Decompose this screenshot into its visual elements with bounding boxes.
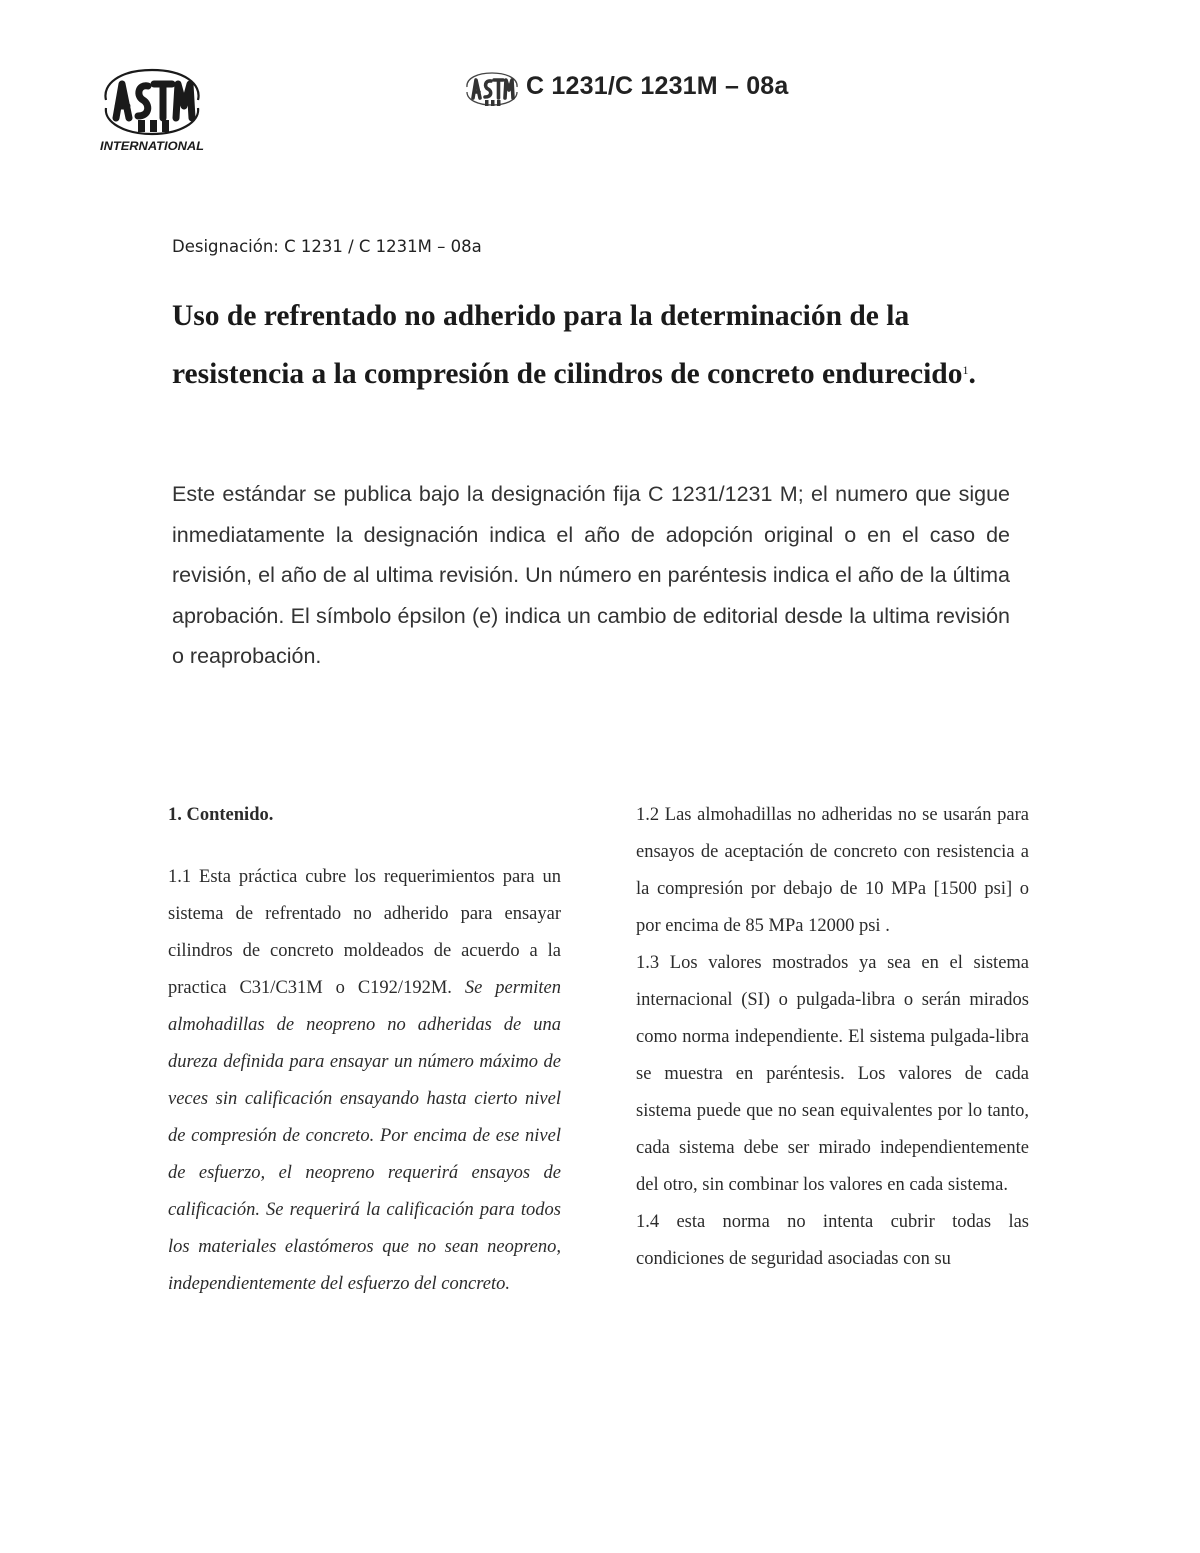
- astm-international-logo: [98, 62, 206, 154]
- intro-paragraph: Este estándar se publica bajo la designación fija C 1231/1231 M; el numero que sigue inmediatamente la designación indica el año de adopción original o en el caso de revisión, el año de al ultima revisión. Un número en paréntesis indica el año de la última aprobación. El símbolo épsilon (e) indica un cambio de editorial desde la ultima revisión o reaprobación.: [172, 482, 1010, 668]
- title-footnote-mark: 1: [962, 362, 969, 377]
- paragraph-1-1-text: 1.1 Esta práctica cubre los requerimientos para un sistema de refrentado no adherido para ensayar cilindros de concreto moldeados de acuerdo a la practica C31/C31M o C192/192M.: [168, 867, 561, 998]
- designation-line: Designación: C 1231 / C 1231M – 08a: [172, 237, 482, 256]
- astm-small-logo: [464, 70, 520, 110]
- right-column: [636, 797, 1029, 1278]
- standard-code: C 1231/C 1231M – 08a: [526, 72, 789, 100]
- title-text: Uso de refrentado no adherido para la determinación de la resistencia a la compresión de cilindros de concreto endurecido: [172, 300, 963, 390]
- title-end-punct: .: [968, 357, 976, 390]
- paragraph-1-4: 1.4 esta norma no intenta cubrir todas las condiciones de seguridad asociadas con su: [636, 1212, 1029, 1269]
- svg-text:INTERNATIONAL: INTERNATIONAL: [100, 141, 204, 153]
- paragraph-1-3: 1.3 Los valores mostrados ya sea en el sistema internacional (SI) o pulgada-libra o serán mirados como norma independiente. El sistema pulgada-libra se muestra en paréntesis. Los valores de cada sistema puede que no sean equivalentes por lo tanto, cada sistema debe ser mirado independientemente del otro, sin combinar los valores en cada sistema.: [636, 953, 1029, 1195]
- section-heading: 1. Contenido.: [168, 805, 274, 825]
- paragraph-1-1-italic: Se permiten almohadillas de neopreno no adheridas de una dureza definida para ensayar un número máximo de veces sin calificación ensayando hasta cierto nivel de compresión de concreto. Por encima de ese nivel de esfuerzo, el neopreno requerirá ensayos de calificación. Se requerirá la calificación para todos los materiales elastómeros que no sean neopreno, independientemente del esfuerzo del concreto.: [168, 978, 561, 1294]
- left-column: [168, 797, 561, 1303]
- paragraph-1-1: [168, 859, 561, 1303]
- document-title: [172, 290, 992, 401]
- paragraph-1-2: 1.2 Las almohadillas no adheridas no se usarán para ensayos de aceptación de concreto con resistencia a la compresión por debajo de 10 MPa [1500 psi] o por encima de 85 MPa 12000 psi .: [636, 805, 1029, 936]
